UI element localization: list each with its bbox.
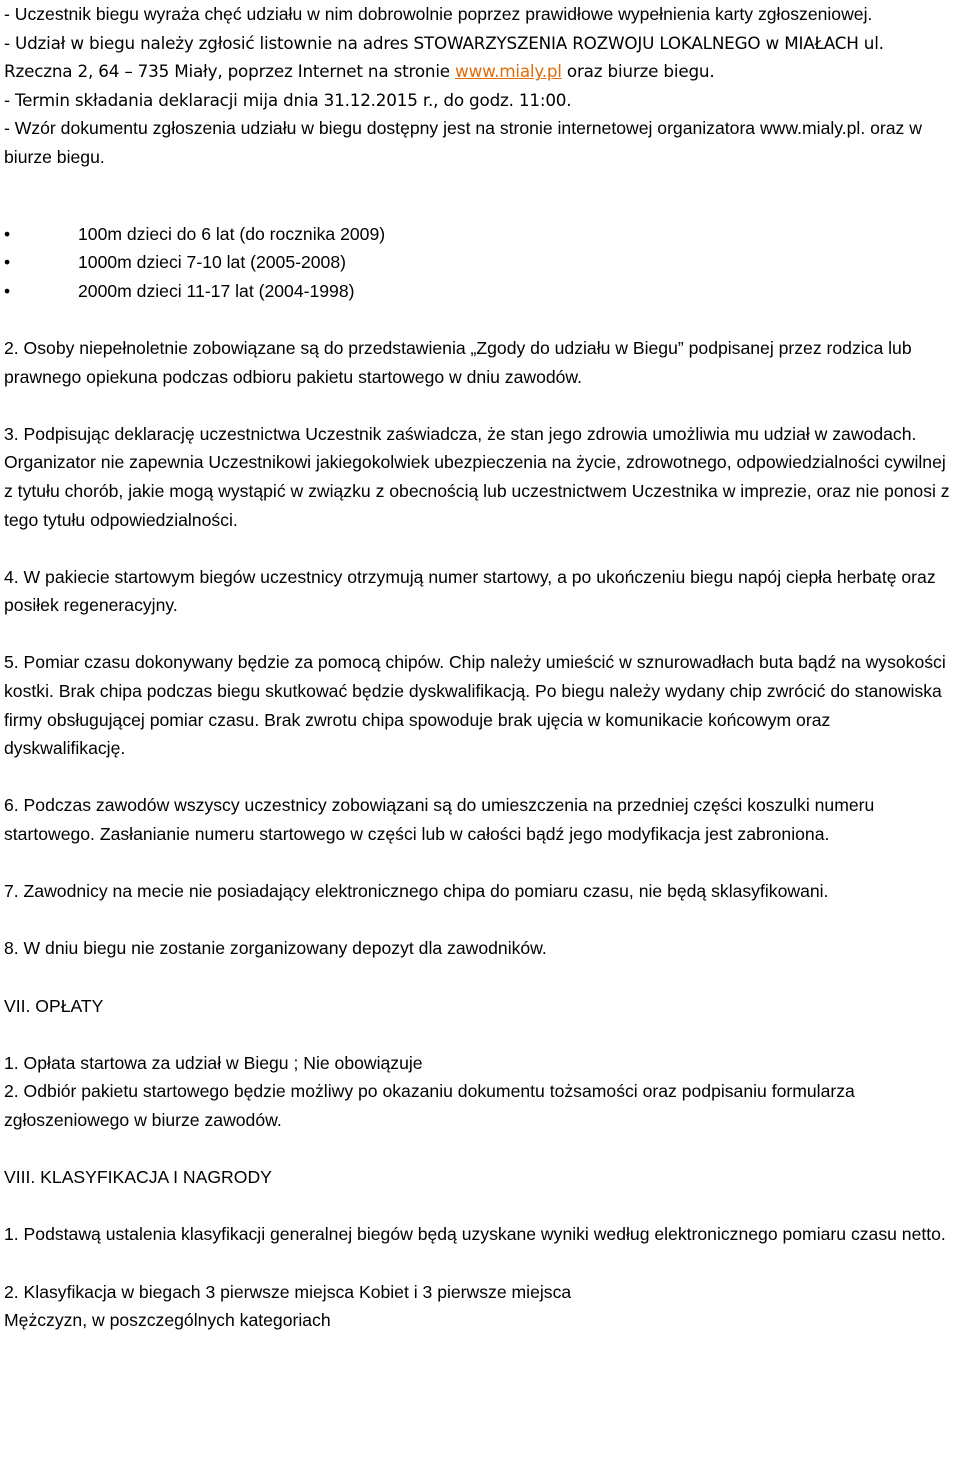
category-item: • 100m dzieci do 6 lat (do rocznika 2009) <box>4 220 956 249</box>
intro-line-2 <box>4 29 956 86</box>
section-heading-classification: VIII. KLASYFIKACJA I NAGRODY <box>4 1167 272 1188</box>
rule-3: 3. Podpisując deklarację uczestnictwa Uczestnik zaświadcza, że stan jego zdrowia umożliwia mu udział w zawodach. Organizator nie zapewnia Uczestnikowi jakiegokolwiek ubezpieczenia na życie, zdrowotnego, odpowiedzialności cywilnej z tytułu chorób, jakie mogą wystąpić w związku z obecnością lub uczestnictwem Uczestnika w imprezie, oraz nie ponosi z tego tytułu odpowiedzialności. <box>4 423 950 530</box>
classification-item-2-line-2: Mężczyzn, w poszczególnych kategoriach <box>4 1310 331 1331</box>
rule-4: 4. W pakiecie startowym biegów uczestnicy otrzymują numer startowy, a po ukończeniu biegu napój ciepła herbatę oraz posiłek regeneracyjny. <box>4 566 936 616</box>
rule-7: 7. Zawodnicy na mecie nie posiadający elektronicznego chipa do pomiaru czasu, nie będą sklasyfikowani. <box>4 881 829 902</box>
intro-line-1: - Uczestnik biegu wyraża chęć udziału w nim dobrowolnie poprzez prawidłowe wypełnienia karty zgłoszeniowej. <box>4 4 873 24</box>
intro-line-4: - Wzór dokumentu zgłoszenia udziału w biegu dostępny jest na stronie internetowej organizatora www.mialy.pl. oraz w biurze biegu. <box>4 118 922 167</box>
rule-8: 8. W dniu biegu nie zostanie zorganizowany depozyt dla zawodników. <box>4 938 547 959</box>
classification-item-1: 1. Podstawą ustalenia klasyfikacji generalnej biegów będą uzyskane wyniki według elektronicznego pomiaru czasu netto. <box>4 1224 946 1245</box>
classification-item-2-line-1: 2. Klasyfikacja w biegach 3 pierwsze miejsca Kobiet i 3 pierwsze miejsca <box>4 1281 572 1302</box>
section-heading-fees: VII. OPŁATY <box>4 995 104 1016</box>
document-page <box>4 0 956 1335</box>
fees-item-1: 1. Opłata startowa za udział w Biegu ; Nie obowiązuje <box>4 1052 423 1073</box>
category-item: • 1000m dzieci 7-10 lat (2005-2008) <box>4 248 956 277</box>
rule-5: 5. Pomiar czasu dokonywany będzie za pomocą chipów. Chip należy umieścić w sznurowadłach buta bądź na wysokości kostki. Brak chipa podczas biegu skutkować będzie dyskwalifikacją. Po biegu należy wydany chip zwrócić do stanowiska firmy obsługującej pomiar czasu. Brak zwrotu chipa spowoduje brak ujęcia w komunikacie końcowym oraz dyskwalifikację. <box>4 652 946 759</box>
fees-item-2: 2. Odbiór pakietu startowego będzie możliwy po okazaniu dokumentu tożsamości oraz podpisaniu formularza zgłoszeniowego w biurze zawodów. <box>4 1081 855 1130</box>
website-link[interactable]: www.mialy.pl <box>455 61 562 82</box>
intro-line-3: - Termin składania deklaracji mija dnia 31.12.2015 r., do godz. 11:00. <box>4 89 572 110</box>
category-item: • 2000m dzieci 11-17 lat (2004-1998) <box>4 277 956 306</box>
rule-6: 6. Podczas zawodów wszyscy uczestnicy zobowiązani są do umieszczenia na przedniej części koszulki numeru startowego. Zasłanianie numeru startowego w części lub w całości bądź jego modyfikacja jest zabroniona. <box>4 795 875 845</box>
rule-2: 2. Osoby niepełnoletnie zobowiązane są do przedstawienia „Zgody do udziału w Biegu” podpisanej przez rodzica lub prawnego opiekuna podczas odbioru pakietu startowego w dniu zawodów. <box>4 337 912 387</box>
intro-line-2-text: - Udział w biegu należy zgłosić listownie na adres STOWARZYSZENIA ROZWOJU LOKALNEGO w MIAŁACH ul. Rzeczna 2, 64 – 735 Miały, poprzez Internet na stronie <box>4 32 884 82</box>
intro-line-2-tail: oraz biurze biegu. <box>561 61 715 82</box>
category-list <box>4 220 956 306</box>
